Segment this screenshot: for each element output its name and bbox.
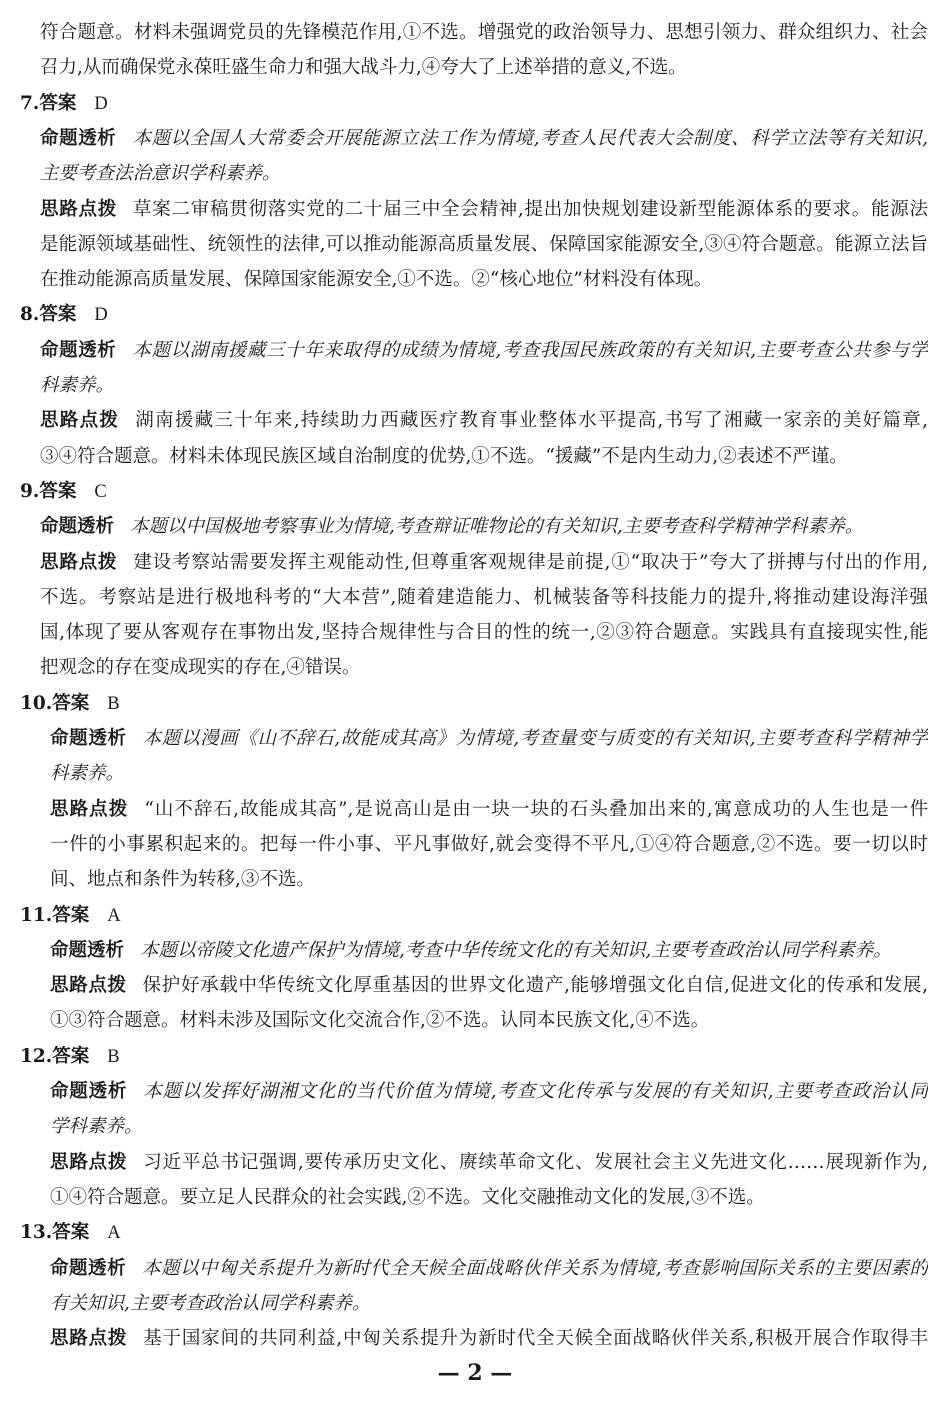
line-text: ①④符合题意。要立足人民群众的社会实践,②不选。文化交融推动文化的发展,③不选。: [50, 1186, 765, 1208]
line-text: 符合题意。材料未强调党员的先锋模范作用,①不选。增强党的政治领导力、思想引领力、群众组织力、社会: [40, 22, 928, 43]
text-line: [40, 121, 928, 156]
page-number: — 2 —: [437, 1360, 513, 1386]
answer-label: 答案: [52, 692, 90, 714]
text-line: [50, 756, 928, 791]
line-text: 本题以帝陵文化遗产保护为情境,考查中华传统文化的有关知识,主要考查政治认同学科素养。: [140, 939, 892, 961]
text-line: [40, 615, 928, 650]
text-line: [50, 862, 928, 897]
line-text: 保护好承载中华传统文化厚重基因的世界文化遗产,能够增强文化自信,促进文化的传承和发展,: [142, 975, 928, 997]
question-number: 10.: [20, 692, 53, 714]
answer-label: 答案: [52, 1045, 90, 1067]
question-number: 8.: [20, 304, 40, 326]
section-label: 思路点拨: [50, 975, 127, 997]
text-line: [40, 156, 928, 191]
question-heading: [20, 686, 120, 721]
line-text: ③④符合题意。材料未体现民族区域自治制度的优势,①不选。“援藏”不是内生动力,②表述不严谨。: [40, 445, 848, 467]
text-line: [50, 1286, 928, 1321]
text-line: [50, 933, 928, 968]
answer-value: B: [107, 693, 120, 714]
section-label: 思路点拨: [40, 198, 117, 220]
text-line: [40, 509, 928, 544]
question-heading: [20, 1215, 121, 1250]
answer-value: A: [107, 905, 121, 926]
question-number: 7.: [20, 92, 40, 114]
line-text: 在推动能源高质量发展、保障国家能源安全,①不选。②“核心地位”材料没有体现。: [40, 269, 713, 291]
answer-value: B: [107, 1046, 120, 1067]
section-label: 思路点拨: [50, 1328, 128, 1350]
section-label: 命题透析: [40, 516, 115, 538]
line-text: 科素养。: [40, 375, 115, 396]
answer-label: 答案: [39, 92, 77, 114]
question-number: 13.: [20, 1222, 53, 1244]
question-heading: [20, 86, 108, 121]
text-line: [50, 1321, 928, 1356]
question-heading: [20, 474, 107, 509]
text-line: [40, 650, 928, 685]
line-text: 主要考查法治意识学科素养。: [40, 163, 281, 185]
text-line: [50, 1251, 928, 1286]
question-number: 9.: [20, 480, 40, 502]
answer-value: A: [107, 1223, 121, 1244]
line-text: 间、地点和条件为转移,③不选。: [50, 869, 315, 891]
answer-label: 答案: [52, 1222, 90, 1244]
text-line: [50, 1074, 928, 1109]
line-text: “山不辞石,故能成其高”,是说高山是由一块一块的石头叠加出来的,寓意成功的人生也是一件: [144, 798, 928, 820]
line-text: 学科素养。: [50, 1116, 143, 1138]
answer-label: 答案: [39, 480, 77, 502]
line-text: 一件的小事累积起来的。把每一件小事、平凡事做好,就会变得不平凡,①④符合题意,②不选。要一切以时: [50, 833, 928, 855]
line-text: 科素养。: [50, 763, 125, 785]
text-line: [40, 15, 928, 50]
text-line: [50, 1109, 928, 1144]
text-line: [40, 368, 928, 403]
section-label: 命题透析: [50, 728, 127, 749]
text-line: [40, 50, 928, 85]
section-label: 思路点拨: [50, 1151, 128, 1173]
text-line: [50, 1003, 928, 1038]
question-heading: [20, 898, 121, 933]
line-text: 本题以全国人大常委会开展能源立法工作为情境,考查人民代表大会制度、科学立法等有关知识,: [132, 127, 928, 149]
line-text: 湖南援藏三十年来,持续助力西藏医疗教育事业整体水平提高,书写了湘藏一家亲的美好篇章,: [135, 410, 928, 432]
text-line: [50, 792, 928, 827]
section-label: 思路点拨: [40, 410, 120, 432]
question-heading: [20, 297, 108, 332]
line-text: 召力,从而确保党永葆旺盛生命力和强大战斗力,④夸大了上述举措的意义,不选。: [40, 57, 687, 79]
text-line: [40, 192, 928, 227]
line-text: 不选。考察站是进行极地科考的“大本营”,随着建造能力、机械装备等科技能力的提升,将推动建设海洋强: [40, 586, 928, 608]
text-line: [40, 333, 928, 368]
text-line: [40, 262, 928, 297]
section-label: 命题透析: [40, 127, 117, 149]
text-line: [40, 403, 928, 438]
section-label: 思路点拨: [40, 551, 118, 573]
line-text: 本题以中国极地考察事业为情境,考查辩证唯物论的有关知识,主要考查科学精神学科素养。: [130, 516, 864, 538]
line-text: ①③符合题意。材料未涉及国际文化交流合作,②不选。认同本民族文化,④不选。: [50, 1010, 710, 1032]
line-text: 习近平总书记强调,要传承历史文化、赓续革命文化、发展社会主义先进文化……展现新作为,: [143, 1151, 928, 1173]
line-text: 建设考察站需要发挥主观能动性,但尊重客观规律是前提,①“取决于”夸大了拼搏与付出的作用,: [133, 551, 928, 573]
question-number: 12.: [20, 1045, 53, 1067]
section-label: 命题透析: [50, 939, 125, 961]
answer-value: D: [94, 93, 108, 114]
line-text: 基于国家间的共同利益,中匈关系提升为新时代全天候全面战略伙伴关系,积极开展合作取得丰: [143, 1328, 928, 1350]
answer-label: 答案: [52, 904, 90, 926]
line-text: 本题以漫画《山不辞石,故能成其高》为情境,考查量变与质变的有关知识,主要考查科学精神学: [142, 728, 928, 749]
text-line: [50, 968, 928, 1003]
text-line: [40, 545, 928, 580]
answer-label: 答案: [39, 304, 77, 326]
text-line: [50, 1180, 928, 1215]
section-label: 思路点拨: [50, 798, 129, 820]
answer-value: C: [94, 481, 107, 502]
question-heading: [20, 1039, 120, 1074]
answer-value: D: [94, 305, 108, 326]
question-number: 11.: [20, 904, 53, 926]
text-line: [40, 580, 928, 615]
line-text: 本题以湖南援藏三十年来取得的成绩为情境,考查我国民族政策的有关知识,主要考查公共参与学: [132, 339, 928, 361]
section-label: 命题透析: [50, 1257, 127, 1279]
line-text: 有关知识,主要考查政治认同学科素养。: [50, 1292, 371, 1314]
line-text: 草案二审稿贯彻落实党的二十届三中全会精神,提出加快规划建设新型能源体系的要求。能源法: [133, 198, 928, 220]
line-text: 是能源领域基础性、统领性的法律,可以推动能源高质量发展、保障国家能源安全,③④符合题意。能源立法旨: [40, 233, 928, 255]
line-text: 本题以中匈关系提升为新时代全天候全面战略伙伴关系为情境,考查影响国际关系的主要因素的: [142, 1257, 928, 1279]
text-line: [40, 227, 928, 262]
text-line: [40, 439, 928, 474]
text-line: [50, 827, 928, 862]
section-label: 命题透析: [50, 1081, 128, 1102]
section-label: 命题透析: [40, 339, 117, 361]
text-line: [50, 1145, 928, 1180]
line-text: 本题以发挥好湖湘文化的当代价值为情境,考查文化传承与发展的有关知识,主要考查政治认同: [143, 1081, 928, 1102]
line-text: 把观念的存在变成现实的存在,④错误。: [40, 657, 361, 679]
line-text: 国,体现了要从客观存在事物出发,坚持合规律性与合目的性的统一,②③符合题意。实践具有直接现实性,能: [40, 622, 928, 644]
text-line: [50, 721, 928, 756]
